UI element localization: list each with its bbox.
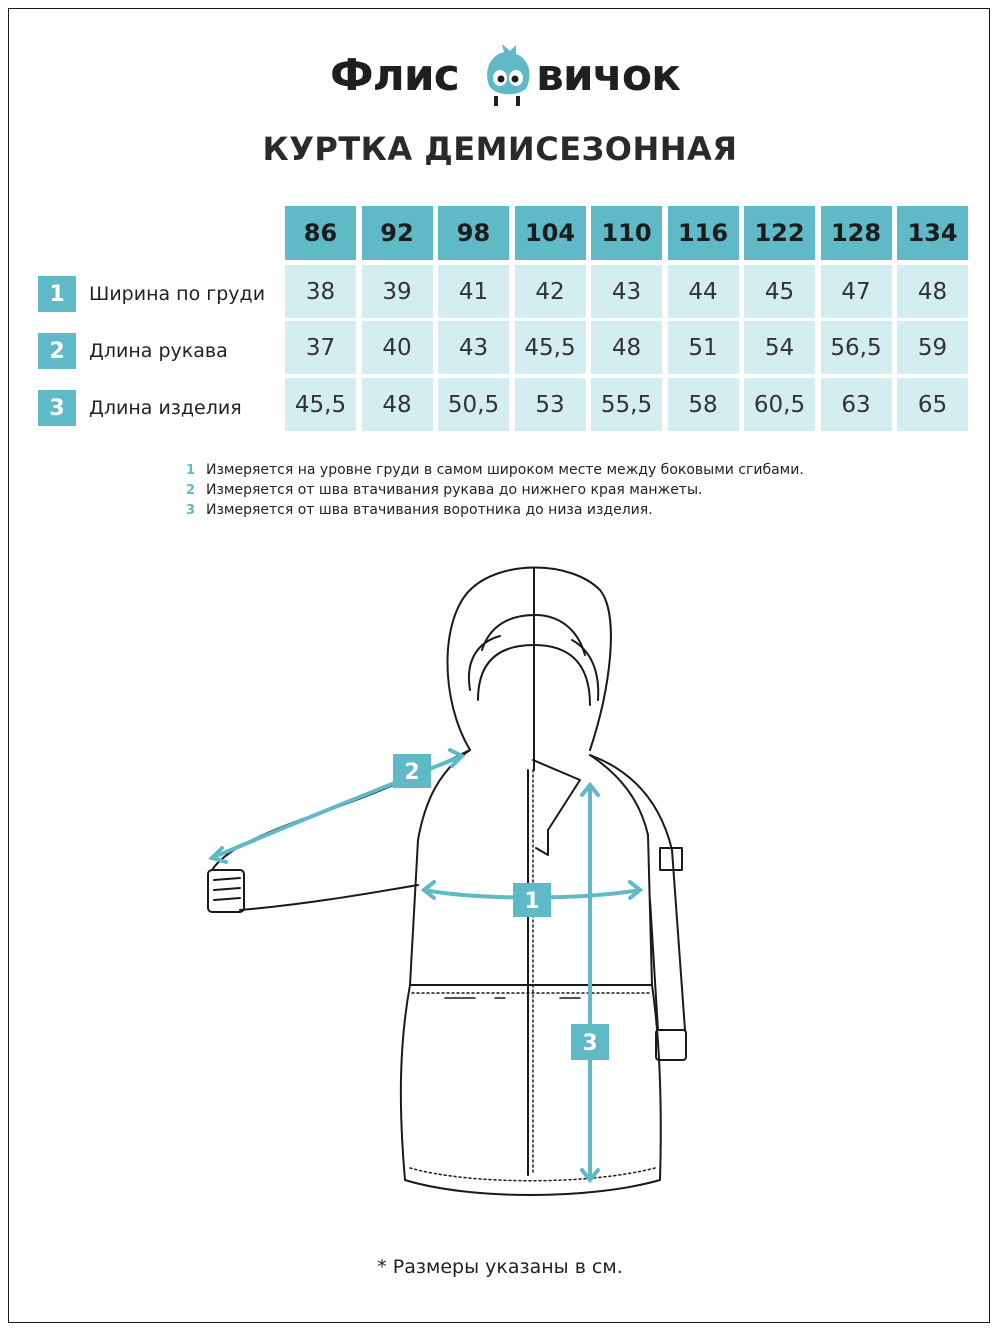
size-header: 86	[285, 206, 356, 260]
size-footnote: * Размеры указаны в см.	[377, 1256, 623, 1278]
size-cell: 51	[668, 321, 739, 374]
size-cell: 65	[897, 378, 968, 431]
length-label: 3	[582, 1031, 598, 1056]
size-header: 116	[668, 206, 739, 260]
measurement-number-badge: 2	[38, 333, 76, 369]
size-cell: 54	[744, 321, 815, 374]
size-cell: 45,5	[285, 378, 356, 431]
jacket-diagram	[200, 560, 700, 1200]
note-number: 3	[186, 502, 196, 518]
size-cell: 43	[438, 321, 509, 374]
size-cell: 45,5	[515, 321, 586, 374]
size-header: 92	[362, 206, 433, 260]
note-text: Измеряется от шва втачивания рукава до нижнего края манжеты.	[206, 482, 703, 498]
size-cell: 39	[362, 265, 433, 318]
measurement-number-badge: 1	[38, 276, 76, 312]
brand-name-left: Флис	[330, 50, 459, 101]
size-header: 110	[591, 206, 662, 260]
measurement-row-label	[38, 390, 242, 426]
size-cell: 38	[285, 265, 356, 318]
size-cell: 60,5	[744, 378, 815, 431]
note-number: 1	[186, 462, 196, 478]
size-cell: 41	[438, 265, 509, 318]
note-item	[186, 460, 804, 480]
note-item	[186, 480, 804, 500]
brand-logo	[330, 42, 700, 110]
size-cell: 48	[591, 321, 662, 374]
page-title: КУРТКА ДЕМИСЕЗОННАЯ	[262, 130, 738, 168]
size-cell: 53	[515, 378, 586, 431]
size-cell: 44	[668, 265, 739, 318]
size-header: 122	[744, 206, 815, 260]
note-item	[186, 500, 804, 520]
size-cell: 56,5	[821, 321, 892, 374]
chest-label: 1	[524, 889, 540, 914]
note-text: Измеряется на уровне груди в самом широком месте между боковыми сгибами.	[206, 462, 804, 478]
measurement-label: Длина рукава	[89, 340, 228, 362]
note-text: Измеряется от шва втачивания воротника до низа изделия.	[206, 502, 653, 518]
size-cell: 55,5	[591, 378, 662, 431]
measurement-row-label	[38, 276, 265, 312]
measurement-row-label	[38, 333, 228, 369]
size-cell: 48	[897, 265, 968, 318]
sleeve-label: 2	[404, 760, 420, 785]
measurement-notes	[186, 460, 804, 520]
size-header: 128	[821, 206, 892, 260]
size-cell: 43	[591, 265, 662, 318]
size-cell: 58	[668, 378, 739, 431]
size-cell: 48	[362, 378, 433, 431]
size-cell: 42	[515, 265, 586, 318]
size-cell: 37	[285, 321, 356, 374]
measurement-number-badge: 3	[38, 390, 76, 426]
size-header: 134	[897, 206, 968, 260]
size-cell: 50,5	[438, 378, 509, 431]
size-header: 98	[438, 206, 509, 260]
measurement-label: Ширина по груди	[89, 283, 266, 305]
note-number: 2	[186, 482, 196, 498]
size-cell: 45	[744, 265, 815, 318]
measurement-label: Длина изделия	[89, 397, 242, 419]
size-cell: 47	[821, 265, 892, 318]
size-cell: 63	[821, 378, 892, 431]
size-cell: 59	[897, 321, 968, 374]
size-cell: 40	[362, 321, 433, 374]
mascot-icon	[476, 42, 538, 110]
brand-name-right: вичок	[536, 50, 680, 101]
size-header: 104	[515, 206, 586, 260]
